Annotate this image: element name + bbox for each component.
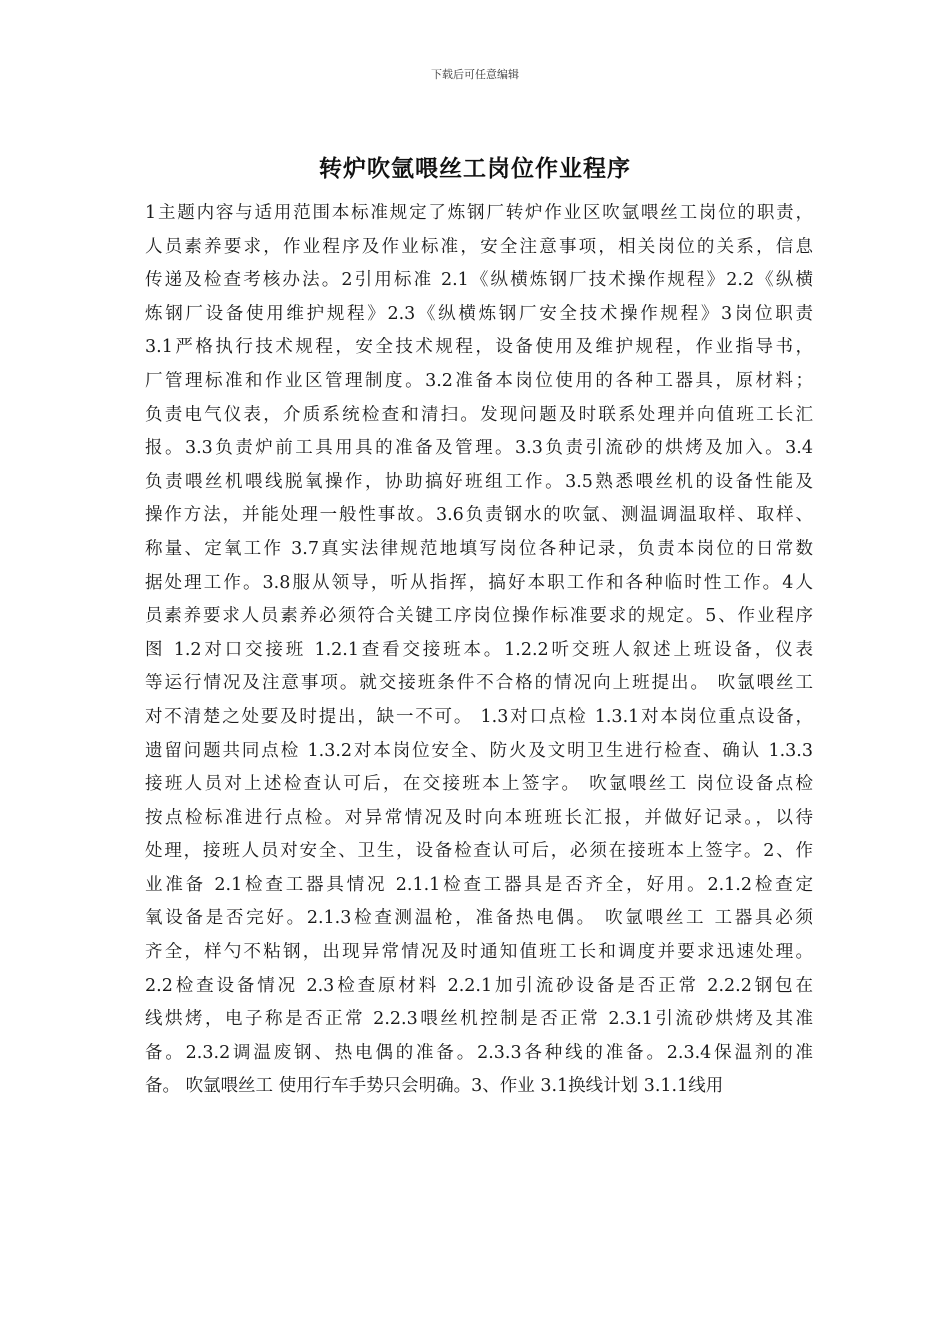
text-line: 齐全，样勺不粘钢，出现异常情况及时通知值班工长和调度并要求迅速处理。 xyxy=(145,942,813,963)
text-line: 备。2.3.2调温废钢、热电偶的准备。2.3.3各种线的准备。2.3.4保温剂的准 xyxy=(145,1042,813,1063)
text-line: 1主题内容与适用范围本标准规定了炼钢厂转炉作业区吹氩喂丝工岗位的职责， xyxy=(145,203,813,223)
page-title: 转炉吹氩喂丝工岗位作业程序 xyxy=(319,156,631,182)
body-text xyxy=(145,197,813,1104)
header-note: 下载后可任意编辑 xyxy=(431,68,519,81)
text-line: 操作方法，并能处理一般性事故。3.6负责钢水的吹氩、测温调温取样、取样、 xyxy=(145,505,813,526)
text-line: 对不清楚之处要及时提出，缺一不可。 1.3对口点检 1.3.1对本岗位重点设备， xyxy=(145,706,813,727)
text-line: 负责喂丝机喂线脱氧操作，协助搞好班组工作。3.5熟悉喂丝机的设备性能及 xyxy=(145,471,813,492)
text-line: 按点检标准进行点检。对异常情况及时向本班班长汇报，并做好记录。，以待 xyxy=(145,807,813,828)
text-line: 图 1.2对口交接班 1.2.1查看交接班本。1.2.2听交班人叙述上班设备，仪表 xyxy=(145,639,813,660)
text-line: 线烘烤，电子称是否正常 2.2.3喂丝机控制是否正常 2.3.1引流砂烘烤及其准 xyxy=(145,1009,813,1030)
text-line: 员素养要求人员素养必须符合关键工序岗位操作标准要求的规定。5、作业程序 xyxy=(145,606,813,627)
text-line: 炼钢厂设备使用维护规程》2.3《纵横炼钢厂安全技术操作规程》3岗位职责 xyxy=(145,303,813,324)
text-line: 备。 吹氩喂丝工 使用行车手势只会明确。3、作业 3.1换线计划 3.1.1线用 xyxy=(145,1076,724,1097)
text-line: 称量、定氧工作 3.7真实法律规范地填写岗位各种记录，负责本岗位的日常数 xyxy=(145,538,813,559)
text-line: 处理，接班人员对安全、卫生，设备检查认可后，必须在接班本上签字。2、作 xyxy=(145,841,813,862)
text-line: 据处理工作。3.8服从领导，听从指挥，搞好本职工作和各种临时性工作。4人 xyxy=(145,572,813,593)
text-line: 厂管理标准和作业区管理制度。3.2准备本岗位使用的各种工器具，原材料； xyxy=(145,370,813,391)
text-line: 人员素养要求，作业程序及作业标准，安全注意事项，相关岗位的关系，信息 xyxy=(145,236,813,257)
text-line: 接班人员对上述检查认可后，在交接班本上签字。 吹氩喂丝工 岗位设备点检 xyxy=(145,774,813,795)
text-line: 报。3.3负责炉前工具用具的准备及管理。3.3负责引流砂的烘烤及加入。3.4 xyxy=(145,438,813,459)
text-line: 等运行情况及注意事项。就交接班条件不合格的情况向上班提出。 吹氩喂丝工 xyxy=(145,673,813,694)
text-line: 传递及检查考核办法。2引用标准 2.1《纵横炼钢厂技术操作规程》2.2《纵横 xyxy=(145,270,813,291)
text-line: 3.1严格执行技术规程，安全技术规程，设备使用及维护规程，作业指导书， xyxy=(145,337,813,358)
text-line: 遗留问题共同点检 1.3.2对本岗位安全、防火及文明卫生进行检查、确认 1.3.3 xyxy=(145,740,813,761)
text-line: 业准备 2.1检查工器具情况 2.1.1检查工器具是否齐全，好用。2.1.2检查定 xyxy=(145,874,813,895)
text-line: 负责电气仪表，介质系统检查和清扫。发现问题及时联系处理并向值班工长汇 xyxy=(145,404,813,425)
text-line: 2.2检查设备情况 2.3检查原材料 2.2.1加引流砂设备是否正常 2.2.2钢包在 xyxy=(145,975,813,996)
text-line: 氧设备是否完好。2.1.3检查测温枪，准备热电偶。 吹氩喂丝工 工器具必须 xyxy=(145,908,813,929)
